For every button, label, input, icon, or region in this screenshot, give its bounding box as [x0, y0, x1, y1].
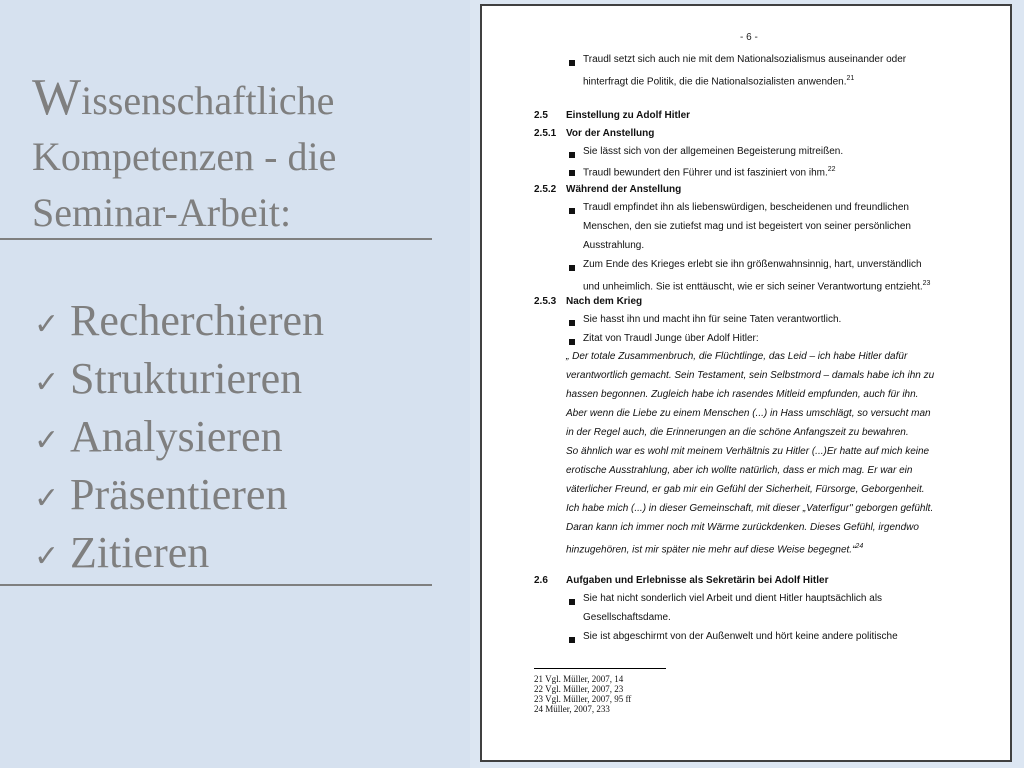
slide-title — [32, 70, 452, 241]
bullet-icon — [569, 60, 575, 66]
bullet-text: Zum Ende des Krieges erlebt sie ihn größenwahnsinnig, hart, unverständlich — [583, 259, 922, 270]
section-number: 2.5.2 — [534, 184, 557, 195]
quote-line: erotische Ausstrahlung, aber ich wollte natürlich, dass er mich mag. Er war ein — [566, 465, 913, 476]
bullet-text: Ausstrahlung. — [583, 240, 645, 251]
divider-bottom — [0, 584, 432, 586]
section-heading: Vor der Anstellung — [566, 128, 655, 139]
quote-line: „ Der totale Zusammenbruch, die Flüchtlinge, das Leid – ich habe Hitler dafür — [566, 351, 908, 362]
title-initial: W — [32, 69, 82, 126]
checkmark-icon: ✓ — [34, 481, 60, 516]
intro-bullet-line-1: Traudl setzt sich auch nie mit dem Nationalsozialismus auseinander oder — [583, 54, 907, 65]
bullet-text: Sie hasst ihn und macht ihn für seine Taten verantwortlich. — [583, 314, 842, 325]
quote-line: Daran kann ich immer noch mit Wärme zurückdenken. Dieses Gefühl, irgendwo — [566, 522, 919, 533]
section-number: 2.6 — [534, 575, 548, 586]
bullet-icon — [569, 152, 575, 158]
quote-line: So ähnlich war es wohl mit meinem Verhältnis zu Hitler (...)Er hatte auf mich keine — [566, 446, 930, 457]
quote-line: väterlicher Freund, er gab mir ein Gefühl der Sicherheit, Fürsorge, Geborgenheit. — [566, 484, 925, 495]
bullet-icon — [569, 265, 575, 271]
checklist-item: ✓ Strukturieren — [34, 352, 324, 410]
checkmark-icon: ✓ — [34, 307, 60, 342]
bullet-icon — [569, 320, 575, 326]
bullet-icon — [569, 599, 575, 605]
intro-bullet-line-2: hinterfragt die Politik, die die Nationalsozialisten anwenden.$^{21}$ — [583, 75, 855, 88]
bullet-icon — [569, 637, 575, 643]
section-number: 2.5.1 — [534, 128, 557, 139]
section-number: 2.5 — [534, 110, 548, 121]
checklist-item: ✓ Recherchieren — [34, 294, 324, 352]
bullet-icon — [569, 208, 575, 214]
quote-line: Aber wenn die Liebe zu einem Menschen (...) in Hass umschlägt, so versucht man — [566, 408, 931, 419]
document-page — [480, 4, 1012, 762]
section-heading: Einstellung zu Adolf Hitler — [566, 110, 691, 121]
quote-line: hassen begonnen. Zugleich habe ich rasendes Mitleid empfunden, auch für ihn. — [566, 389, 919, 400]
bullet-text: und unheimlich. Sie ist enttäuscht, wie er sich seiner Verantwortung entzieht.$^{23}$ — [583, 280, 931, 293]
checkmark-icon: ✓ — [34, 365, 60, 400]
bullet-text: Traudl bewundert den Führer und ist fasziniert von ihm.$^{22}$ — [583, 166, 836, 179]
footnote: 23 Vgl. Müller, 2007, 95 ff — [534, 694, 632, 704]
bullet-text: Sie hat nicht sonderlich viel Arbeit und dient Hitler hauptsächlich als — [583, 593, 883, 604]
section-heading: Nach dem Krieg — [566, 296, 643, 307]
checkmark-icon: ✓ — [34, 539, 60, 574]
bullet-text: Zitat von Traudl Junge über Adolf Hitler: — [583, 333, 759, 344]
checklist-item: ✓ Analysieren — [34, 410, 324, 468]
skills-checklist — [34, 294, 324, 584]
bullet-icon — [569, 170, 575, 176]
footnote: 22 Vgl. Müller, 2007, 23 — [534, 684, 624, 694]
page-number: - 6 - — [740, 32, 758, 43]
quote-line: hinzugehören, ist mir später nie mehr auf diese Weise begegnet.“$^{24}$ — [566, 543, 864, 556]
section-heading: Aufgaben und Erlebnisse als Sekretärin bei Adolf Hitler — [566, 575, 829, 586]
checklist-item: ✓ Präsentieren — [34, 468, 324, 526]
footnote-rule — [534, 668, 666, 669]
bullet-text: Menschen, den sie zutiefst mag und ist begeistert von seiner persönlichen — [583, 221, 911, 232]
divider-top — [0, 238, 432, 240]
section-number: 2.5.3 — [534, 296, 557, 307]
quote-line: in der Regel auch, die Erinnerungen an die schöne Anfangszeit zu bewahren. — [566, 427, 909, 438]
bullet-text: Sie lässt sich von der allgemeinen Begeisterung mitreißen. — [583, 146, 844, 157]
footnote: 21 Vgl. Müller, 2007, 14 — [534, 674, 624, 684]
quote-line: verantwortlich gemacht. Sein Testament, sein Selbstmord – damals habe ich ihn zu — [566, 370, 935, 381]
bullet-icon — [569, 339, 575, 345]
title-line-3: Seminar-Arbeit: — [32, 190, 292, 235]
bullet-text: Sie ist abgeschirmt von der Außenwelt und hört keine andere politische — [583, 631, 898, 642]
title-line-2: Kompetenzen - die — [32, 134, 337, 179]
checkmark-icon: ✓ — [34, 423, 60, 458]
title-line-1: issenschaftliche — [81, 78, 335, 123]
bullet-text: Gesellschaftsdame. — [583, 612, 671, 623]
checklist-item: ✓ Zitieren — [34, 526, 324, 584]
footnote: 24 Müller, 2007, 233 — [534, 704, 610, 714]
section-heading: Während der Anstellung — [566, 184, 682, 195]
quote-line: Ich habe mich (...) in dieser Gemeinschaft, mit dieser „Vaterfigur" geborgen gefühlt. — [566, 503, 934, 514]
bullet-text: Traudl empfindet ihn als liebenswürdigen, bescheidenen und freundlichen — [583, 202, 909, 213]
